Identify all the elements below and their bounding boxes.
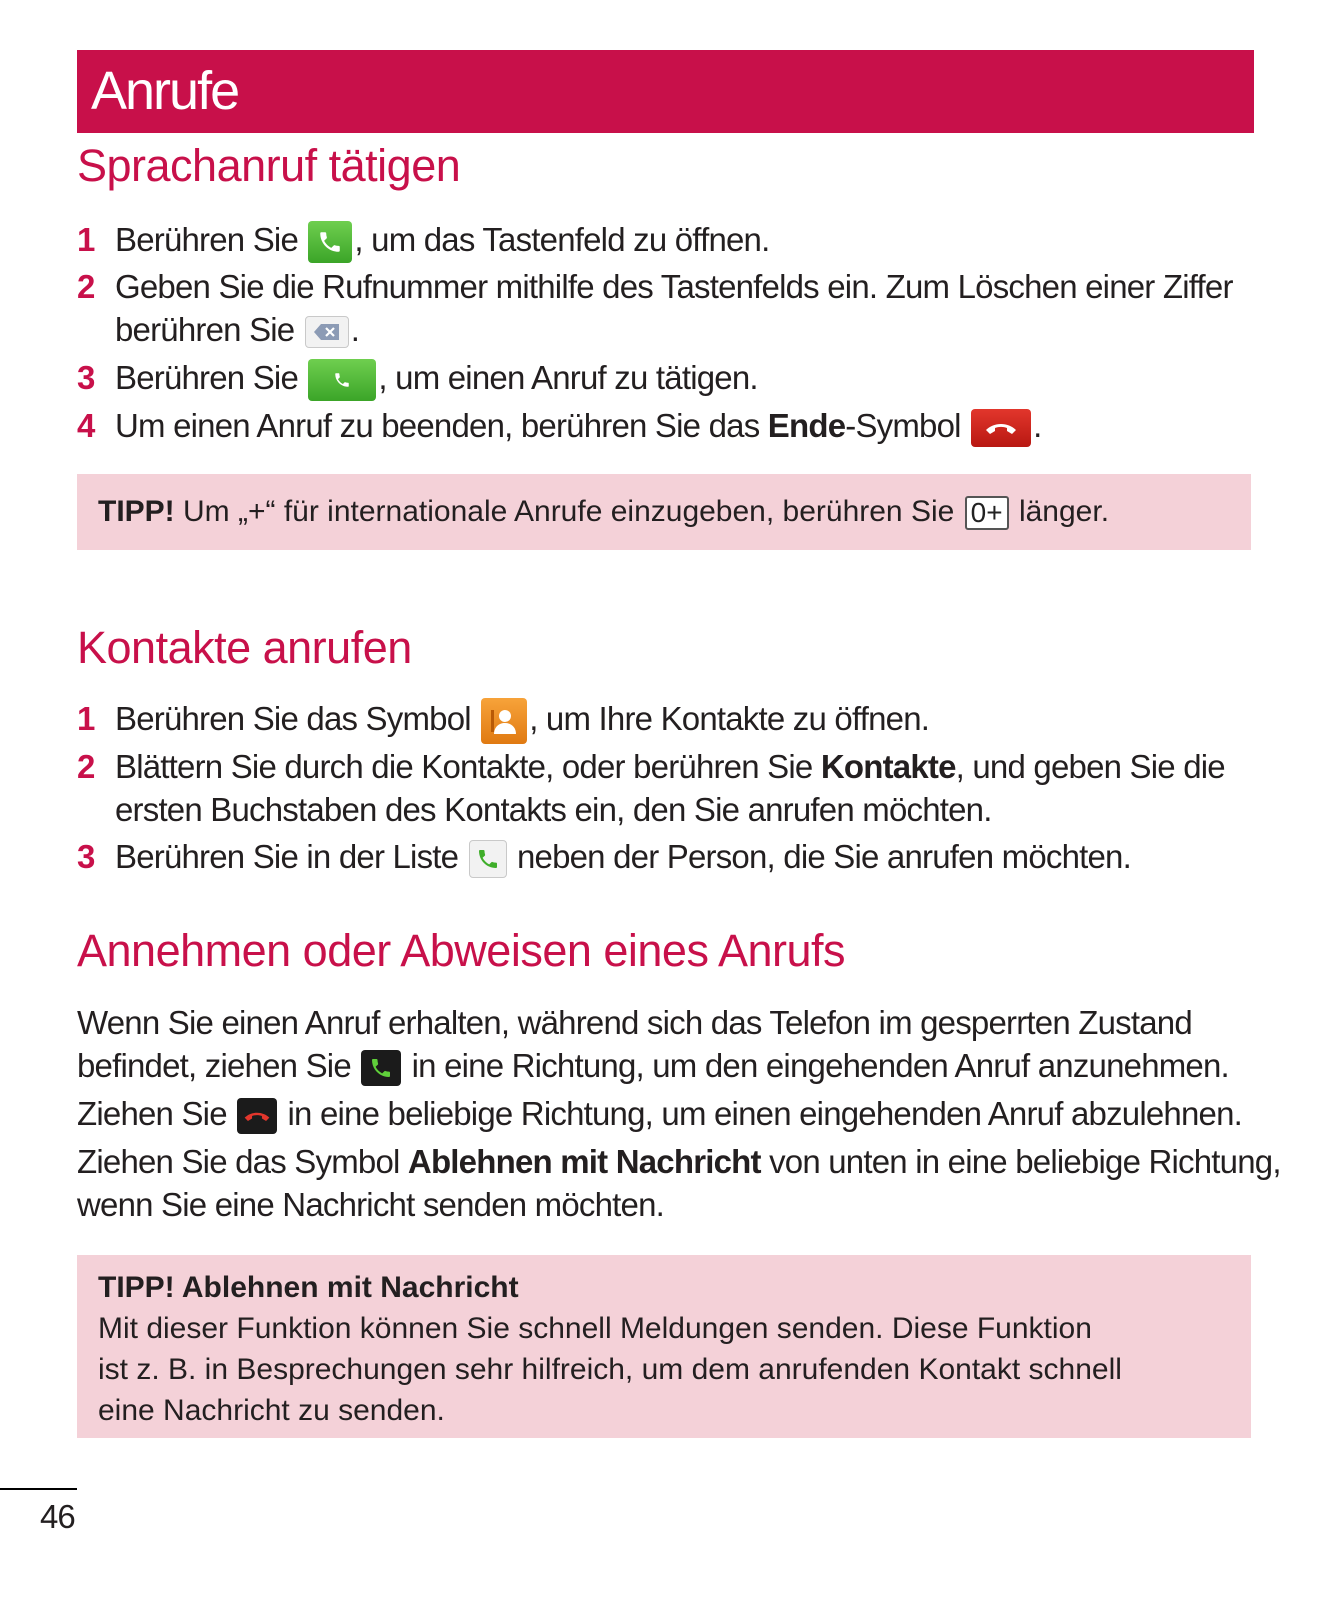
step-text: Berühren Sie in der Liste [115,838,459,875]
step-text: Berühren Sie das Symbol [115,700,471,737]
body-line-1: Wenn Sie einen Anruf erhalten, während sich das Telefon im gesperrten Zustand [77,1004,1192,1041]
step-number: 3 [77,838,95,875]
step-text: Berühren Sie [115,221,299,258]
step-2-browse-contacts: 2 Blättern Sie durch die Kontakte, oder berühren Sie Kontakte, und geben Sie die ersten Buchstaben des Kontakts ein, den Sie anrufen möchten. [77,745,1257,831]
step-text: Blättern Sie durch die Kontakte, oder berühren Sie [115,748,813,785]
tip-line: Mit dieser Funktion können Sie schnell Meldungen senden. Diese Funktion [98,1312,1092,1345]
zero-plus-key-icon: 0+ [965,496,1009,530]
reject-call-icon [237,1098,277,1134]
list-call-icon [469,840,507,878]
tip-text: Um „+“ für internationale Anrufe einzugeben, berühren Sie [183,495,955,528]
tip-line: ist z. B. in Besprechungen sehr hilfreich, um dem anrufenden Kontakt schnell [98,1353,1122,1386]
step-number: 4 [77,407,95,444]
tip-label: TIPP! [98,495,175,528]
step-text: Berühren Sie [115,359,299,396]
step-3-place-call: 3 Berühren Sie , um einen Anruf zu tätigen. [77,356,1257,401]
tip-title: TIPP! Ablehnen mit Nachricht [98,1271,519,1304]
step-text: Geben Sie die Rufnummer mithilfe des Tastenfelds ein. Zum Löschen einer Ziffer [115,268,1233,305]
step-1-open-contacts: 1 Berühren Sie das Symbol , um Ihre Kontakte zu öffnen. [77,697,1257,744]
section-title-call-contacts: Kontakte anrufen [77,622,412,673]
tip-line: eine Nachricht zu senden. [98,1394,445,1427]
step-4-end-call: 4 Um einen Anruf zu beenden, berühren Sie das Ende-Symbol . [77,404,1257,447]
step-text: Um einen Anruf zu beenden, berühren Sie das [115,407,760,444]
section-title-voice-call: Sprachanruf tätigen [77,140,461,191]
tip-reject-with-message [77,1255,1251,1438]
phone-icon [308,221,352,263]
reject-with-message-label: Ablehnen mit Nachricht [407,1143,761,1180]
step-number: 1 [77,221,95,258]
section-title-answer-reject: Annehmen oder Abweisen eines Anrufs [77,925,846,976]
answer-call-icon [361,1050,401,1086]
body-line-4: Ziehen Sie das Symbol Ablehnen mit Nachricht von unten in eine beliebige Richtung, [77,1143,1281,1180]
step-2-enter-number: 2 Geben Sie die Rufnummer mithilfe des Tastenfelds ein. Zum Löschen einer Ziffer berühren Sie . [77,265,1257,351]
chapter-title: Anrufe [91,61,239,121]
step-number: 1 [77,700,95,737]
contacts-label: Kontakte [820,748,956,785]
page-number: 46 [40,1498,75,1535]
backspace-icon [305,316,349,348]
step-number: 2 [77,748,95,785]
step-1-open-dialpad: 1 Berühren Sie , um das Tastenfeld zu öffnen. [77,218,1257,263]
end-call-icon [971,409,1031,447]
call-button-icon [308,359,376,401]
end-label: Ende [767,407,846,444]
body-line-5: wenn Sie eine Nachricht senden möchten. [77,1186,665,1223]
body-line-2: befindet, ziehen Sie in eine Richtung, um den eingehenden Anruf anzunehmen. [77,1044,1277,1087]
footer-rule [0,1488,77,1490]
body-line-3: Ziehen Sie in eine beliebige Richtung, um einen eingehenden Anruf abzulehnen. [77,1092,1277,1135]
contacts-icon [481,698,527,744]
step-3-call-from-list: 3 Berühren Sie in der Liste neben der Person, die Sie anrufen möchten. [77,835,1257,878]
step-number: 2 [77,268,95,305]
tip-international-calls: TIPP! Um „+“ für internationale Anrufe einzugeben, berühren Sie 0+ länger. [77,474,1251,550]
step-number: 3 [77,359,95,396]
chapter-header [77,50,1254,133]
